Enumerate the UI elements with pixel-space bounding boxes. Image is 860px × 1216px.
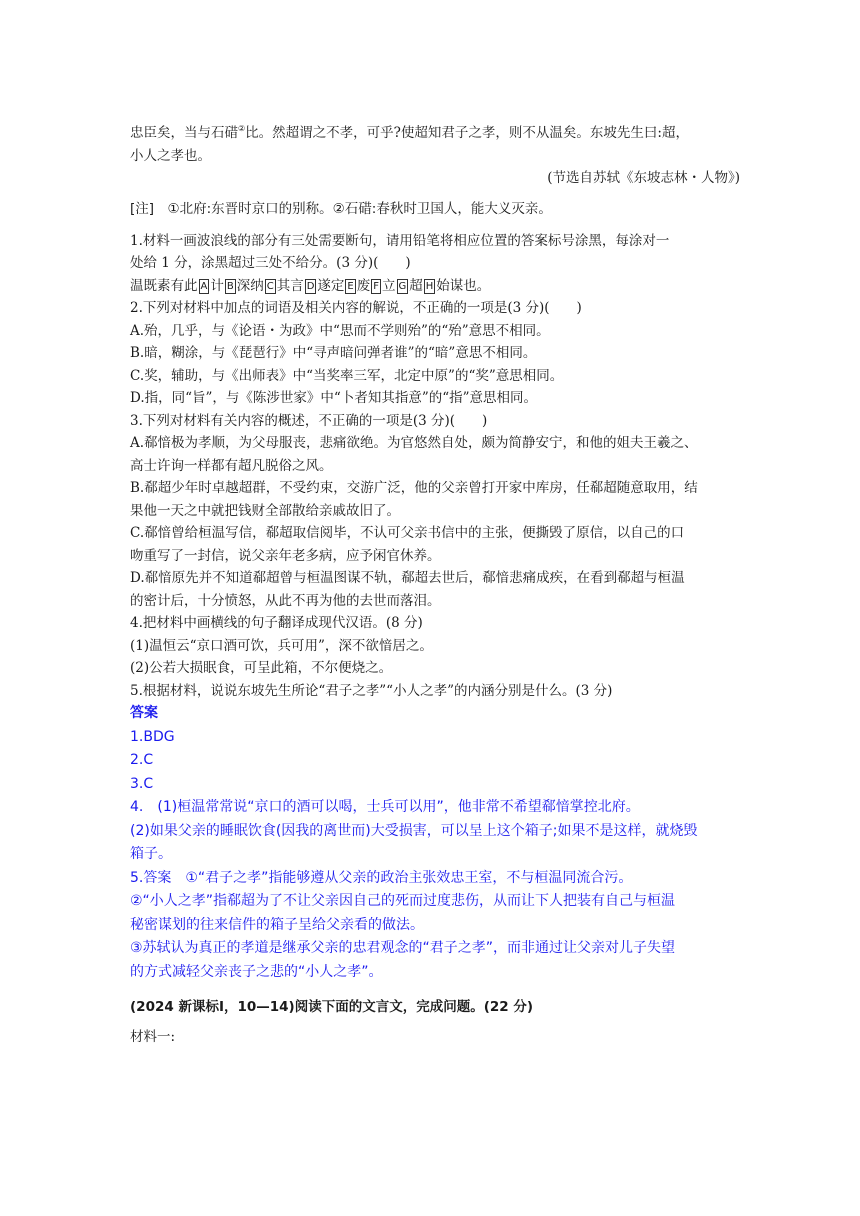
answer-5-2-cont: 秘密谋划的往来信件的箱子呈给父亲看的做法。 <box>130 916 424 933</box>
answer-box-g: G <box>398 280 407 292</box>
option-b: B.暗，糊涂，与《琵琶行》中“寻声暗问弹者谁”的“暗”意思不相同。 <box>130 345 537 361</box>
material-label: 材料一: <box>130 1029 176 1045</box>
option-a-cont: 高士许询一样都有超凡脱俗之风。 <box>130 457 333 474</box>
question-5: 5.根据材料，说说东坡先生所论“君子之孝”“小人之孝”的内涵分别是什么。(3 分) <box>130 682 613 699</box>
sentence-fragment: 计 <box>210 277 224 294</box>
answer-5-1: 5.答案 ①“君子之孝”指能够遵从父亲的政治主张效忠王室，不与桓温同流合污。 <box>130 869 633 886</box>
answer-box-a: A <box>200 280 208 292</box>
passage-source: (节选自苏轼《东坡志林・人物》) <box>547 170 740 186</box>
sentence-fragment: 遂定 <box>317 277 345 294</box>
option-b-cont: 果他一天之中就把钱财全部散给亲戚故旧了。 <box>130 502 400 519</box>
option-d: D.郗愔原先并不知道郗超曾与桓温图谋不轨，郗超去世后，郗愔悲痛成疾，在看到郗超与桓温 <box>130 570 685 586</box>
answer-box-c: C <box>266 280 274 292</box>
answer-5-3: ③苏轼认为真正的孝道是继承父亲的忠君观念的“君子之孝”，而非通过让父亲对儿子失望 <box>130 940 676 956</box>
passage-line: 忠臣矣，当与石碏②比。然超谓之不孝，可乎?使超知君子之孝，则不从温矣。东坡先生曰:超， <box>130 124 689 141</box>
question-3: 3.下列对材料有关内容的概述，不正确的一项是(3 分)( ) <box>130 412 488 429</box>
section-heading: (2024 新课标Ⅰ，10—14)阅读下面的文言文，完成问题。(22 分) <box>130 999 534 1015</box>
sentence-fragment: 超 <box>409 277 423 294</box>
question-4: 4.把材料中画横线的句子翻译成现代汉语。(8 分) <box>130 615 423 631</box>
answer-box-b: B <box>226 280 234 292</box>
sentence-fragment: 废 <box>356 277 371 294</box>
question-1: 1.材料一画波浪线的部分有三处需要断句，请用铅笔将相应位置的答案标号涂黑，每涂对一 <box>130 232 670 249</box>
sentence-fragment: 温既素有此 <box>130 277 198 294</box>
document-page <box>130 118 740 1049</box>
option-d-cont: 的密计后，十分愤怒，从此不再为他的去世而落泪。 <box>130 592 441 609</box>
answer-heading: 答案 <box>130 705 158 721</box>
answer-1: 1.BDG <box>130 728 175 745</box>
option-a: A.殆，几乎，与《论语・为政》中“思而不学则殆”的“殆”意思不相同。 <box>130 322 550 339</box>
option-c: C.郗愔曾给桓温写信，郗超取信阅毕，不认可父亲书信中的主张，便撕毁了原信，以自己的口 <box>130 525 685 541</box>
annotation-note: [注] ①北府:东晋时京口的别称。②石碏:春秋时卫国人，能大义灭亲。 <box>130 200 552 217</box>
answer-5-3-cont: 的方式减轻父亲丧子之悲的“小人之孝”。 <box>130 963 383 980</box>
answer-box-e: E <box>347 280 354 292</box>
answer-3: 3.C <box>130 775 154 792</box>
answer-5-2: ②“小人之孝”指郗超为了不让父亲因自己的死而过度悲伤，从而让下人把装有自己与桓温 <box>130 893 676 909</box>
answer-4-2: (2)如果父亲的睡眠饮食(因我的离世而)大受损害，可以呈上这个箱子;如果不是这样，就烧毁 <box>130 822 698 839</box>
footnote-marker: ② <box>238 124 246 133</box>
answer-2: 2.C <box>130 752 154 768</box>
passage-line: 小人之孝也。 <box>130 147 211 164</box>
answer-4-2-cont: 箱子。 <box>130 846 172 862</box>
option-c-cont: 吻重写了一封信，说父亲年老多病，应予闲官休养。 <box>130 547 441 564</box>
question-2: 2.下列对材料中加点的词语及相关内容的解说，不正确的一项是(3 分)( ) <box>130 300 582 316</box>
sentence-fragment: 深纳 <box>236 277 264 294</box>
sentence-fragment: 其言 <box>276 277 304 294</box>
sentence-fragment: 始谋也。 <box>436 277 491 294</box>
question-4-item-2: (2)公若大损眠食，可呈此箱，不尔便烧之。 <box>130 660 393 676</box>
question-1-sentence <box>130 275 740 298</box>
answer-box-f: F <box>373 280 379 292</box>
option-d: D.指，同“旨”，与《陈涉世家》中“卜者知其指意”的“指”意思相同。 <box>130 390 538 406</box>
answer-box-h: H <box>425 280 434 292</box>
question-1-cont: 处给 1 分，涂黑超过三处不给分。(3 分)( ) <box>130 255 411 271</box>
option-b: B.郗超少年时卓越超群，不受约束，交游广泛，他的父亲曾打开家中库房，任郗超随意取用，结 <box>130 480 698 496</box>
option-a: A.郗愔极为孝顺，为父母服丧，悲痛欲绝。为官悠然自处，颇为简静安宁，和他的姐夫王羲之、 <box>130 435 698 451</box>
answer-box-d: D <box>306 280 315 292</box>
option-c: C.奖，辅助，与《出师表》中“当奖率三军，北定中原”的“奖”意思相同。 <box>130 367 564 384</box>
sentence-fragment: 立 <box>382 277 396 294</box>
answer-4-1: 4. (1)桓温常常说“京口的酒可以喝，士兵可以用”，他非常不希望郗愔掌控北府。 <box>130 799 640 815</box>
question-4-item-1: (1)温恒云“京口酒可饮，兵可用”，深不欲愔居之。 <box>130 637 433 654</box>
